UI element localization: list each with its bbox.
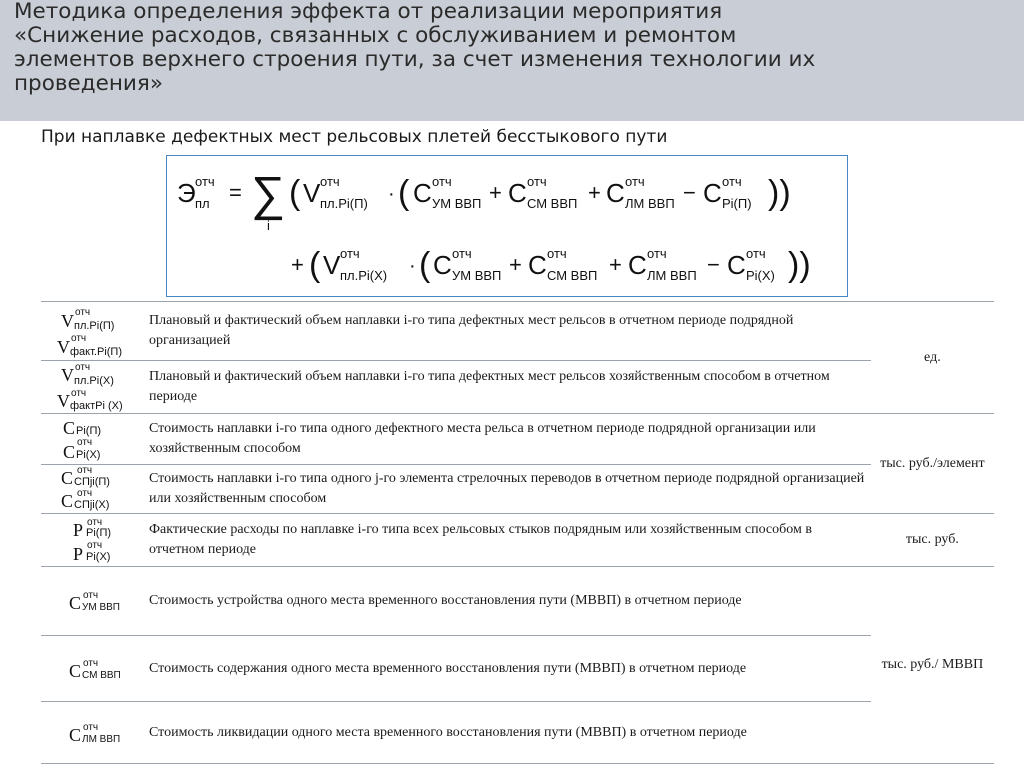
svg-text:СМ ВВП: СМ ВВП xyxy=(527,196,578,211)
symbol-letter: C xyxy=(61,468,74,488)
symbol-letter: C xyxy=(61,491,74,511)
svg-text:Pi(X): Pi(X) xyxy=(86,551,111,563)
svg-text:+: + xyxy=(509,252,522,277)
line2-c2: C xyxy=(528,250,547,280)
table-row xyxy=(41,514,994,567)
table-row xyxy=(41,567,994,636)
svg-text:ЛМ ВВП: ЛМ ВВП xyxy=(82,733,121,745)
sum-sign: ∑ xyxy=(251,168,286,221)
svg-text:УМ ВВП: УМ ВВП xyxy=(432,196,482,211)
description-cell: Плановый и фактический объем наплавки i-го типа дефектных мест рельсов хозяйственным способом в отчетном периоде xyxy=(144,361,871,414)
symbol-letter: V xyxy=(61,365,74,385)
svg-text:)): )) xyxy=(768,174,791,212)
unit-cell: ед. xyxy=(871,302,994,414)
line1-v-sup: отч xyxy=(320,174,340,189)
symbol-letter: C xyxy=(69,724,82,745)
formula-lhs: Э xyxy=(177,178,196,208)
symbol-letter: C xyxy=(69,593,82,613)
svg-text:отч: отч xyxy=(722,174,742,189)
line2-c1: C xyxy=(433,250,452,280)
formula-box xyxy=(166,155,848,297)
svg-text:·: · xyxy=(388,183,395,205)
description-cell: Стоимость наплавки i-го типа одного j-го элемента стрелочных переводов в отчетном периоде подрядной организацией или хозяйственным способом xyxy=(144,465,871,514)
description-cell: Стоимость устройства одного места временного восстановления пути (МВВП) в отчетном периоде xyxy=(144,567,871,636)
description-cell: Плановый и фактический объем наплавки i-го типа дефектных мест рельсов в отчетном периоде подрядной организацией xyxy=(144,302,871,361)
svg-text:пл.Pi(П): пл.Pi(П) xyxy=(74,320,115,332)
line1-c2: C xyxy=(508,178,527,208)
symbol-cell xyxy=(41,302,144,361)
svg-text:)): )) xyxy=(788,246,811,284)
svg-text:+: + xyxy=(609,252,622,277)
description-cell: Стоимость наплавки i-го типа одного дефектного места рельса в отчетном периоде подрядной организации или хозяйственным способом xyxy=(144,414,871,465)
svg-text:(: ( xyxy=(309,246,321,284)
svg-text:отч: отч xyxy=(83,657,99,669)
svg-text:фактPi (X): фактPi (X) xyxy=(70,400,123,412)
svg-text:отч: отч xyxy=(75,307,91,318)
svg-text:отч: отч xyxy=(625,174,645,189)
svg-text:Pi(П): Pi(П) xyxy=(76,425,102,437)
unit-cell: тыс. руб. xyxy=(871,514,994,567)
svg-text:отч: отч xyxy=(746,246,766,261)
symbol-cell xyxy=(41,361,144,414)
svg-text:(: ( xyxy=(419,246,431,284)
symbol-letter: V xyxy=(61,311,74,331)
svg-text:ЛМ ВВП: ЛМ ВВП xyxy=(625,196,675,211)
table-row xyxy=(41,465,994,514)
sum-index: i xyxy=(267,218,270,233)
svg-text:·: · xyxy=(409,255,416,277)
line1-c4: C xyxy=(703,178,722,208)
svg-text:пл.Pi(X): пл.Pi(X) xyxy=(74,375,114,387)
svg-text:СМ ВВП: СМ ВВП xyxy=(547,268,598,283)
symbol-cell xyxy=(41,636,144,702)
svg-text:УМ ВВП: УМ ВВП xyxy=(82,602,120,613)
line1-c1: C xyxy=(413,178,432,208)
title-line: проведения» xyxy=(14,71,163,96)
formula-lhs-sub: пл xyxy=(195,196,210,211)
svg-text:факт.Pi(П): факт.Pi(П) xyxy=(70,346,122,358)
svg-text:отч: отч xyxy=(83,590,99,601)
svg-text:СПji(X): СПji(X) xyxy=(74,499,110,511)
symbol-letter: V xyxy=(57,337,70,357)
svg-text:отч: отч xyxy=(77,437,93,448)
line2-v: V xyxy=(323,250,341,280)
formula-lhs-sup: отч xyxy=(195,174,215,189)
svg-text:+: + xyxy=(291,252,304,277)
line1-v: V xyxy=(303,178,321,208)
unit-cell: тыс. руб./элемент xyxy=(871,414,994,514)
slide-title xyxy=(14,0,1014,96)
svg-text:Pi(X): Pi(X) xyxy=(746,268,775,283)
line2-c3: C xyxy=(628,250,647,280)
symbol-cell xyxy=(41,702,144,764)
svg-text:отч: отч xyxy=(77,465,93,476)
svg-text:(: ( xyxy=(398,174,410,212)
title-line: Методика определения эффекта от реализации мероприятия xyxy=(14,0,723,24)
title-line: «Снижение расходов, связанных с обслуживанием и ремонтом xyxy=(14,23,737,48)
svg-text:−: − xyxy=(707,252,720,277)
svg-text:=: = xyxy=(229,180,242,205)
table-row xyxy=(41,361,994,414)
svg-text:Pi(П): Pi(П) xyxy=(722,196,752,211)
svg-text:СМ ВВП: СМ ВВП xyxy=(82,669,121,681)
svg-text:пл.Pi(X): пл.Pi(X) xyxy=(340,268,388,283)
unit-cell: тыс. руб./ МВВП xyxy=(871,567,994,764)
symbol-cell xyxy=(41,514,144,567)
symbol-letter: C xyxy=(63,442,76,462)
svg-text:(: ( xyxy=(289,174,301,212)
symbol-letter: P xyxy=(73,544,84,564)
table-row xyxy=(41,302,994,361)
svg-text:отч: отч xyxy=(340,246,360,261)
svg-text:СПji(П): СПji(П) xyxy=(74,476,110,488)
svg-text:отч: отч xyxy=(87,517,103,528)
definitions-table xyxy=(41,301,994,764)
formula xyxy=(167,156,847,296)
description-cell: Стоимость содержания одного места временного восстановления пути (МВВП) в отчетном периоде xyxy=(144,636,871,702)
table-row xyxy=(41,636,994,702)
svg-text:отч: отч xyxy=(71,333,87,344)
line2-c4: C xyxy=(727,250,746,280)
svg-text:отч: отч xyxy=(647,246,667,261)
svg-text:отч: отч xyxy=(432,174,452,189)
svg-text:отч: отч xyxy=(87,540,103,551)
svg-text:ЛМ ВВП: ЛМ ВВП xyxy=(647,268,697,283)
svg-text:Pi(X): Pi(X) xyxy=(76,449,101,461)
line1-c3: C xyxy=(606,178,625,208)
symbol-cell xyxy=(41,465,144,514)
svg-text:отч: отч xyxy=(527,174,547,189)
slide-subtitle: При наплавке дефектных мест рельсовых плетей бесстыкового пути xyxy=(41,127,668,147)
svg-text:отч: отч xyxy=(547,246,567,261)
svg-text:УМ ВВП: УМ ВВП xyxy=(452,268,502,283)
symbol-cell xyxy=(41,414,144,465)
symbol-letter: P xyxy=(73,520,84,540)
svg-text:отч: отч xyxy=(77,488,93,499)
svg-text:отч: отч xyxy=(71,388,87,399)
symbol-cell xyxy=(41,567,144,636)
svg-text:отч: отч xyxy=(452,246,472,261)
symbol-letter: C xyxy=(63,418,76,438)
title-line: элементов верхнего строения пути, за счет изменения технологии их xyxy=(14,47,816,72)
symbol-letter: C xyxy=(69,660,82,681)
svg-text:+: + xyxy=(489,180,502,205)
table-row xyxy=(41,702,994,764)
table-row xyxy=(41,414,994,465)
svg-text:+: + xyxy=(588,180,601,205)
svg-text:отч: отч xyxy=(83,721,99,733)
description-cell: Стоимость ликвидации одного места временного восстановления пути (МВВП) в отчетном периоде xyxy=(144,702,871,764)
line1-v-sub: пл.Pi(П) xyxy=(320,196,368,211)
svg-text:−: − xyxy=(683,180,696,205)
description-cell: Фактические расходы по наплавке i-го типа всех рельсовых стыков подрядным или хозяйственным способом в отчетном периоде xyxy=(144,514,871,567)
svg-text:Pi(П): Pi(П) xyxy=(86,527,112,539)
symbol-letter: V xyxy=(57,391,70,411)
svg-text:отч: отч xyxy=(75,362,91,373)
slide-header xyxy=(0,0,1024,121)
